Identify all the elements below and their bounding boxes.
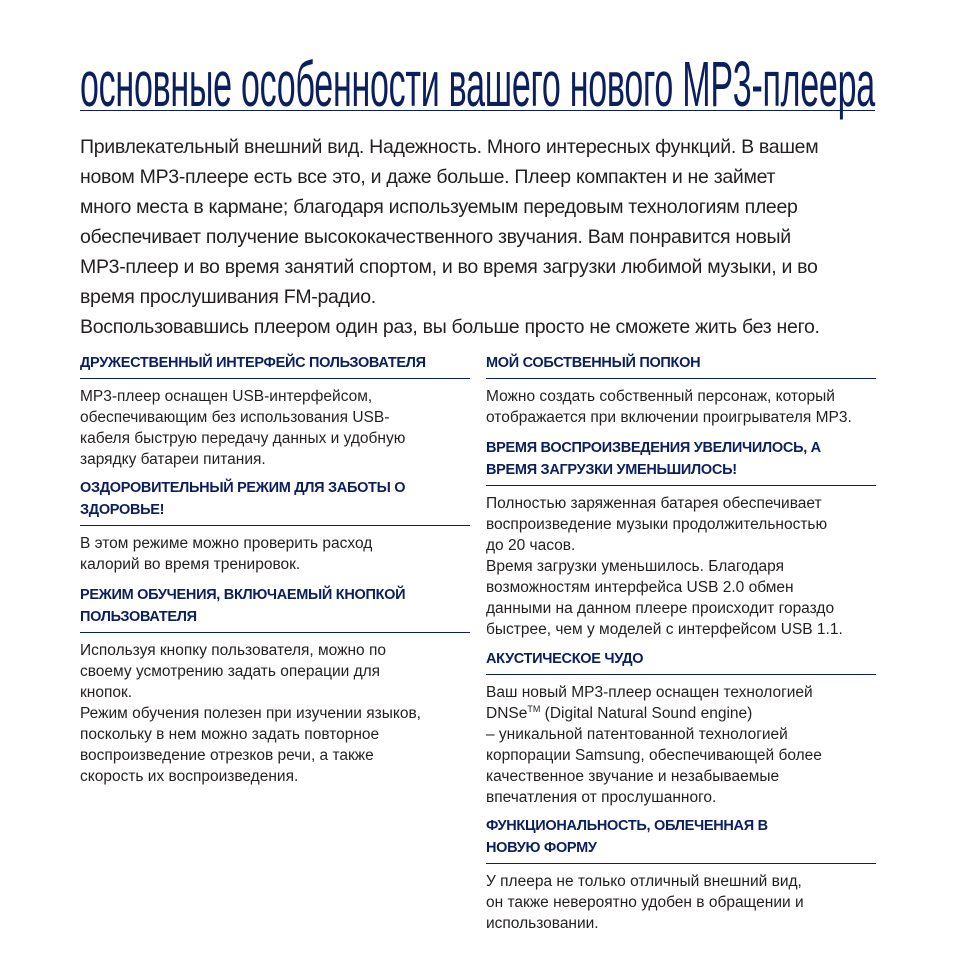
body-line: он также невероятно удобен в обращении и: [486, 894, 804, 911]
section-heading-line: РЕЖИМ ОБУЧЕНИЯ, ВКЛЮЧАЕМЫЙ КНОПКОЙ: [80, 587, 406, 603]
section-heading: [486, 437, 876, 486]
section-heading: [486, 648, 876, 675]
section-heading: [486, 352, 876, 379]
section-heading-line: НОВУЮ ФОРМУ: [486, 840, 597, 856]
section-heading-line: ВРЕМЯ ЗАГРУЗКИ УМЕНЬШИЛОСЬ!: [486, 462, 737, 478]
intro-line: новом MP3-плеере есть все это, и даже больше. Плеер компактен и не займет: [80, 166, 776, 188]
body-line: Можно создать собственный персонаж, который: [486, 388, 835, 405]
section-heading-line: ПОЛЬЗОВАТЕЛЯ: [80, 609, 197, 625]
intro-line: Привлекательный внешний вид. Надежность. Много интересных функций. В вашем: [80, 136, 819, 158]
body-line: качественное звучание и незабываемые: [486, 768, 780, 785]
body-line: Используя кнопку пользователя, можно по: [80, 642, 386, 659]
body-line: отображается при включении проигрывателя MP3.: [486, 409, 852, 426]
body-line: MP3-плеер оснащен USB-интерфейсом,: [80, 388, 373, 405]
section-body: [80, 386, 470, 470]
section-acoustic-miracle: [486, 648, 876, 808]
body-line: обеспечивающим без использования USB-: [80, 409, 390, 426]
section-heading-line: АКУСТИЧЕСКОЕ ЧУДО: [486, 651, 644, 667]
section-learning-mode: [80, 584, 470, 787]
body-line: Полностью заряженная батарея обеспечивает: [486, 495, 822, 512]
intro-line: Воспользовавшись плеером один раз, вы больше просто не сможете жить без него.: [80, 316, 820, 338]
section-body: [486, 386, 876, 428]
body-line: зарядку батареи питания.: [80, 451, 266, 468]
body-line: данными на данном плеере происходит гораздо: [486, 600, 835, 617]
section-body: [80, 533, 470, 575]
body-line: возможностям интерфейса USB 2.0 обмен: [486, 579, 794, 596]
section-body: [486, 682, 876, 808]
page-title-text: основные особенности вашего нового MP3-плеера: [80, 48, 875, 120]
section-playback-time: [486, 437, 876, 640]
section-heading: [486, 815, 876, 864]
section-functionality: [486, 815, 876, 934]
body-line: воспроизведение отрезков речи, а также: [80, 747, 374, 764]
section-heading-line: ВРЕМЯ ВОСПРОИЗВЕДЕНИЯ УВЕЛИЧИЛОСЬ, А: [486, 440, 821, 456]
body-line: корпорации Samsung, обеспечивающей более: [486, 747, 822, 764]
body-text: DNSe: [486, 705, 528, 722]
body-line: своему усмотрению задать операции для: [80, 663, 381, 680]
intro-paragraph: [80, 132, 880, 342]
body-line: быстрее, чем у моделей с интерфейсом USB 1.1.: [486, 621, 843, 638]
body-line: кабеля быструю передачу данных и удобную: [80, 430, 406, 447]
section-health-mode: [80, 477, 470, 575]
section-heading: [80, 477, 470, 526]
body-line: Время загрузки уменьшилось. Благодаря: [486, 558, 784, 575]
section-body: [80, 640, 470, 787]
page-title: [80, 48, 875, 120]
body-line: поскольку в нем можно задать повторное: [80, 726, 380, 743]
body-line: впечатления от прослушанного.: [486, 789, 717, 806]
trademark-mark: TM: [527, 704, 541, 714]
body-line: калорий во время тренировок.: [80, 556, 301, 573]
body-line: У плеера не только отличный внешний вид,: [486, 873, 802, 890]
intro-line: обеспечивает получение высококачественного звучания. Вам понравится новый: [80, 226, 791, 248]
body-text: (Digital Natural Sound engine): [540, 705, 753, 722]
body-line: кнопок.: [80, 684, 133, 701]
intro-line: время прослушивания FM-радио.: [80, 286, 376, 308]
section-heading-line: ФУНКЦИОНАЛЬНОСТЬ, ОБЛЕЧЕННАЯ В: [486, 818, 768, 834]
body-line: – уникальной патентованной технологией: [486, 726, 788, 743]
section-body: [486, 871, 876, 934]
section-heading-line: ДРУЖЕСТВЕННЫЙ ИНТЕРФЕЙС ПОЛЬЗОВАТЕЛЯ: [80, 355, 426, 371]
intro-line: много места в кармане; благодаря используемым передовым технологиям плеер: [80, 196, 798, 218]
intro-line: MP3-плеер и во время занятий спортом, и во время загрузки любимой музыки, и во: [80, 256, 818, 278]
section-heading: [80, 352, 470, 379]
body-line: Ваш новый MP3-плеер оснащен технологией: [486, 684, 813, 701]
body-line: В этом режиме можно проверить расход: [80, 535, 373, 552]
section-body: [486, 493, 876, 640]
body-line: использовании.: [486, 915, 599, 932]
section-heading-line: ОЗДОРОВИТЕЛЬНЫЙ РЕЖИМ ДЛЯ ЗАБОТЫ О: [80, 480, 406, 496]
section-own-popcon: [486, 352, 876, 428]
section-heading: [80, 584, 470, 633]
section-friendly-interface: [80, 352, 470, 470]
body-line: скорость их воспроизведения.: [80, 768, 299, 785]
body-line: воспроизведение музыки продолжительностью: [486, 516, 828, 533]
body-line: [486, 703, 876, 724]
section-heading-line: МОЙ СОБСТВЕННЫЙ ПОПКОН: [486, 355, 701, 371]
section-heading-line: ЗДОРОВЬЕ!: [80, 502, 165, 518]
body-line: Режим обучения полезен при изучении языков,: [80, 705, 421, 722]
body-line: до 20 часов.: [486, 537, 576, 554]
